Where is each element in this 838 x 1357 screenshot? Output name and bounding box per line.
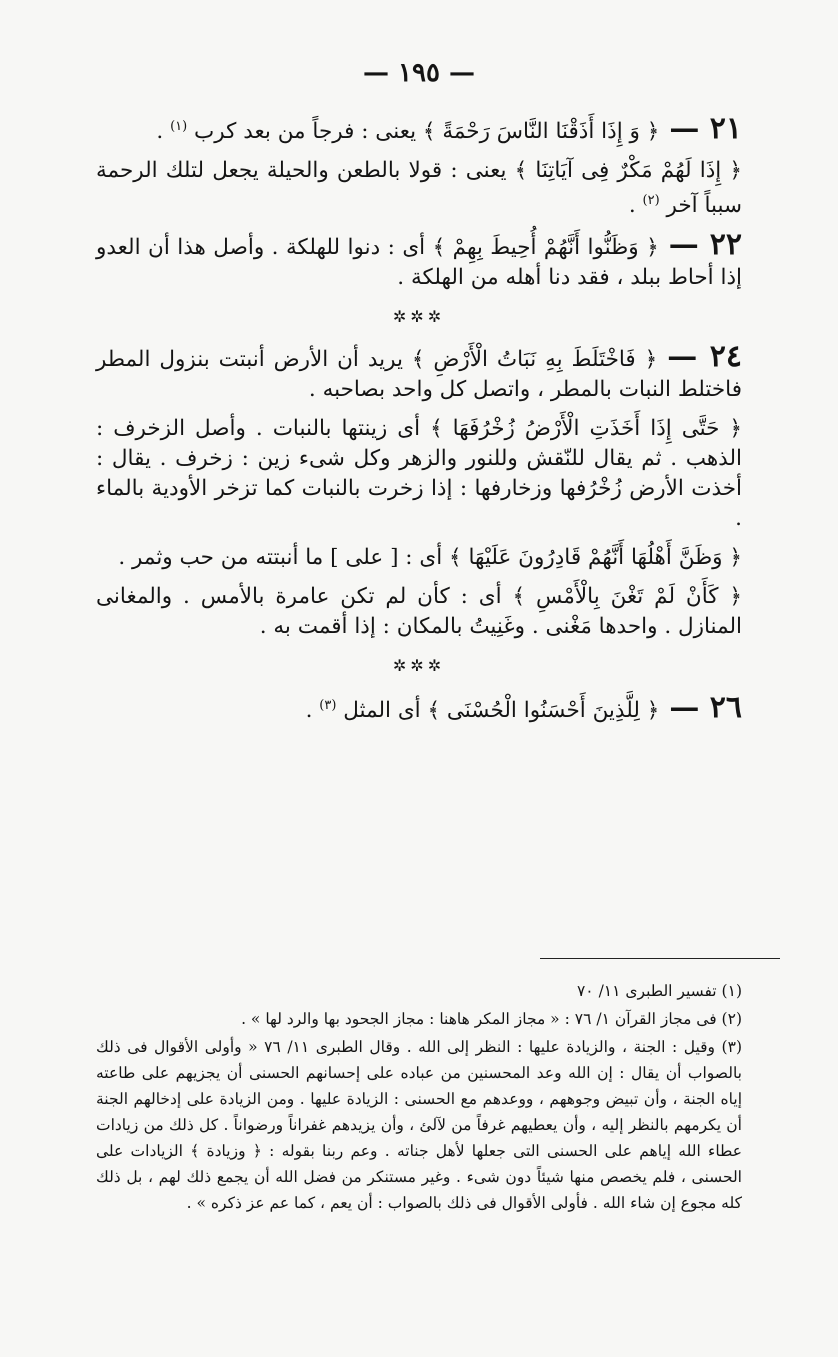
entry-text: ﴿ كَأَنْ لَمْ تَغْنَ بِالْأَمْسِ ﴾ أى : كأن لم تكن عامرة بالأمس . والمغانى المنازل . واحدها مَغْنى . وغَنِيتُ بالمكان : إذا أقمت به . (96, 584, 742, 640)
entry-24-continued-2 (96, 543, 742, 573)
section-separator-stars: ✲✲✲ (392, 307, 446, 327)
entry-text: ﴿ إِذَا لَهُمْ مَكْرٌ فِى آيَاتِنَا ﴾ يعنى : قولا بالطعن والحيلة يجعل لتلك الرحمة سبباً آخر (96, 158, 742, 219)
entry-text: ﴿ حَتَّى إِذَا أَخَذَتِ الْأَرْضُ زُخْرُفَهَا ﴾ أى زينتها بالنبات . وأصل الزخرف : الذهب . ثم يقال للنّقش وللنور والزهر وكل شىء زين : زخرف . يقال : أخذت الأرض زُخْرُفها وزخارفها : إذا زخرت بالنبات كما تزخر الأودية بالماء . (96, 416, 742, 532)
entry-text: ﴿ وَ إِذَا أَذَقْنَا النَّاسَ رَحْمَةً ﴾ يعنى : فرجاً من بعد كرب (194, 119, 660, 145)
entry-21 (96, 112, 742, 147)
main-text (96, 112, 742, 735)
footnote-ref: (٢) (642, 193, 660, 209)
verse-number: ٢٤ — (667, 339, 742, 375)
page-number: — ١٩٥ — (362, 58, 476, 88)
entry-24-continued-1 (96, 414, 742, 534)
entry-text: ﴿ وَظَنَّ أَهْلُهَا أَنَّهُمْ قَادِرُونَ عَلَيْهَا ﴾ أى : [ على ] ما أنبتته من حب وثمر . (118, 545, 742, 571)
entry-26 (96, 691, 742, 726)
verse-number: ٢١ — (669, 111, 742, 147)
footnote-separator (540, 958, 780, 959)
footnote-ref: (١) (170, 119, 188, 134)
entry-text: ﴿ لِلَّذِينَ أَحْسَنُوا الْحُسْنَى ﴾ أى المثل (343, 698, 660, 724)
entry-22 (96, 227, 742, 293)
entry-text: ﴿ فَاخْتَلَطَ بِهِ نَبَاتُ الْأَرْضِ ﴾ يريد أن الأرض أنبتت بنزول المطر فاختلط النبات بالمطر ، واتصل كل واحد بصاحبه . (96, 347, 742, 403)
verse-number: ٢٢ — (668, 227, 742, 263)
entry-text: ﴿ وَظَنُّوا أَنَّهُمْ أُحِيطَ بِهِمْ ﴾ أى : دنوا للهلكة . وأصل هذا أن العدو إذا أحاط ببلد ، فقد دنا أهله من الهلكة . (96, 235, 742, 291)
entry-24-continued-3 (96, 582, 742, 642)
footnote-3: (٣) وقيل : الجنة ، والزيادة عليها : النظر إلى الله . وقال الطبرى ١١/ ٧٦ « وأولى الأقوال فى ذلك بالصواب أن يقال : إن الله وعد المحسنين من عباده على إحسانهم الحسنى أن يجزيهم على طاعته إياه الجنة ، وأن تبيض وجوههم ، ووعدهم مع الحسنى : الزيادة عليها . ومن الزيادة على إدخالهم الجنة أن يكرمهم بالنظر إليه ، وأن يعطيهم غرفاً من لآلئ ، وأن يزيدهم غفراناً ورضواناً . كل ذلك من زيادات عطاء الله إياهم على الحسنى التى جعلها لأهل جناته . وعم ربنا بقوله : ﴿ وزيادة ﴾ الزيادات على الحسنى ، فلم يخصص منها شيئاً دون شىء . وغير مستنكر من فضل الله أن يجمع ذلك لهم ، بل ذلك كله مجوع إن شاء الله . فأولى الأقوال فى ذلك بالصواب : أن يعم ، كما عم عز ذكره » . (96, 1038, 742, 1212)
verse-number: ٢٦ — (669, 690, 742, 726)
entry-end: . (305, 698, 320, 724)
footnote-1: (١) تفسير الطبرى ١١/ ٧٠ (576, 982, 742, 1000)
entry-24 (96, 339, 742, 405)
section-separator-stars: ✲✲✲ (392, 656, 446, 676)
entry-21-continued (96, 156, 742, 221)
footnote-ref: (٣) (319, 698, 337, 714)
footnotes (96, 978, 742, 1218)
entry-end: . (156, 119, 171, 145)
footnote-2: (٢) فى مجاز القرآن ١/ ٧٦ : « مجاز المكر هاهنا : مجاز الجحود بها والرد لها » . (241, 1010, 742, 1028)
entry-end: . (628, 193, 643, 219)
